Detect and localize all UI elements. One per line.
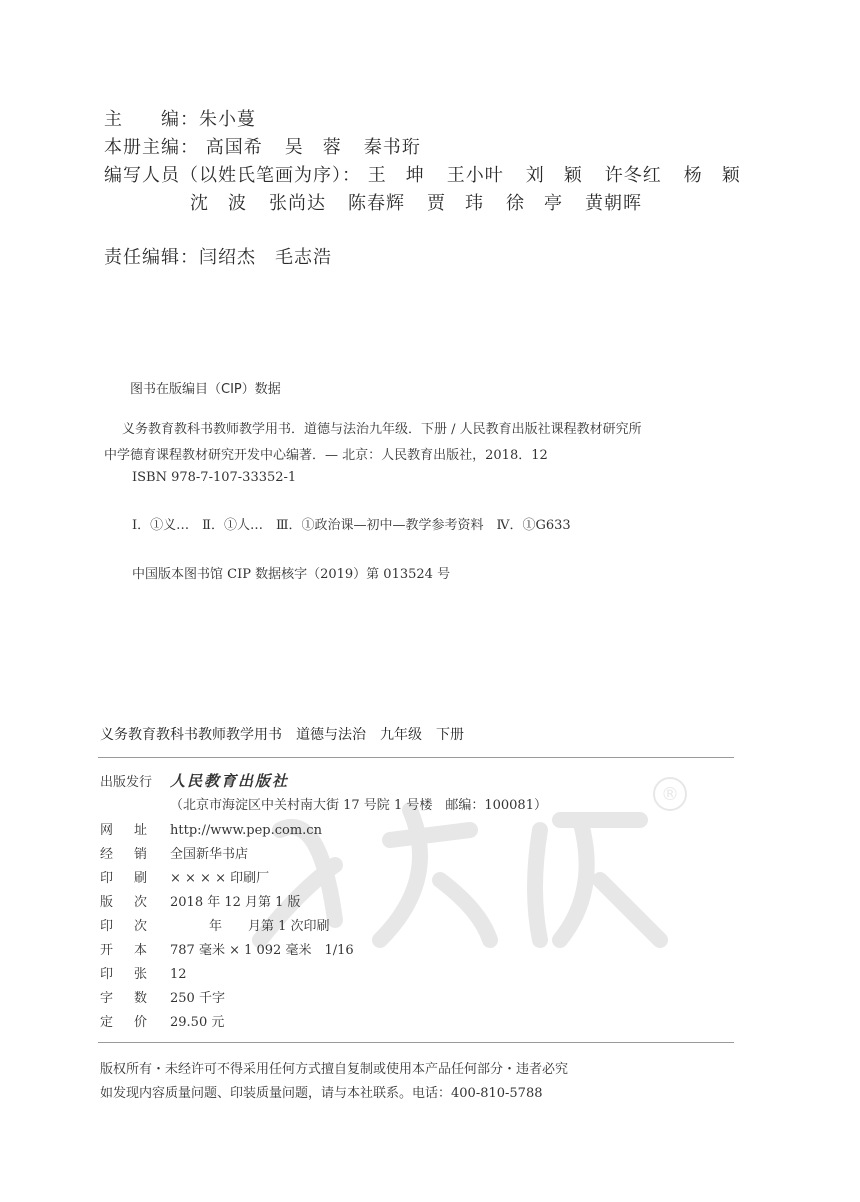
- cip-line-2: 中学德育课程教材研究开发中心编著．— 北京：人民教育出版社，2018．12: [104, 448, 548, 463]
- series-title-part: 下册: [436, 727, 464, 743]
- chief-editor-label: 主 编：: [104, 109, 199, 130]
- price-value: 29.50 元: [170, 1015, 225, 1030]
- cip-heading: 图书在版编目（CIP）数据: [130, 382, 281, 397]
- writer: 贾 玮: [427, 193, 484, 214]
- writer: 许冬红: [604, 165, 662, 186]
- info-row-price: 定 价 29.50 元: [100, 1015, 225, 1030]
- writer: 沈 波: [190, 193, 247, 214]
- printing-value: 年 月第 1 次印刷: [170, 919, 330, 934]
- chief-editor-name: 朱小蔓: [199, 109, 256, 130]
- volume-editors-label: 本册主编：: [104, 137, 199, 158]
- writer: 黄朝晖: [585, 193, 642, 214]
- wordcount-value: 250 千字: [170, 991, 225, 1006]
- writers-label: 编写人员（以姓氏笔画为序）：: [104, 165, 361, 186]
- website-value: http://www.pep.com.cn: [170, 823, 322, 838]
- chief-editor-line: [104, 106, 256, 134]
- writer: 徐 亭: [506, 193, 563, 214]
- publisher-row: [100, 770, 289, 794]
- writer: 刘 颖: [525, 165, 583, 186]
- printer-value: × × × × 印刷厂: [170, 871, 270, 886]
- writer: 张尚达: [269, 193, 326, 214]
- volume-editors-line: [104, 134, 443, 162]
- writer: 王小叶: [446, 165, 504, 186]
- responsible-editors-label: 责任编辑：: [104, 247, 199, 268]
- divider-top: [98, 757, 734, 758]
- series-title-part: 九年级: [380, 727, 422, 743]
- quality-contact: 如发现内容质量问题、印装质量问题，请与本社联系。电话：400-810-5788: [100, 1086, 543, 1101]
- publisher-logo: 人民教育出版社: [170, 772, 290, 790]
- writer: 王 坤: [367, 165, 425, 186]
- info-row-edition: 版 次 2018 年 12 月第 1 版: [100, 895, 301, 910]
- info-row-format: 开 本 787 毫米 × 1 092 毫米 1/16: [100, 943, 354, 958]
- info-row-website: 网 址 http://www.pep.com.cn: [100, 823, 322, 838]
- writers-line-1: [104, 162, 763, 190]
- sheets-value: 12: [170, 967, 187, 982]
- divider-bottom: [98, 1042, 734, 1043]
- series-title: [100, 724, 478, 744]
- series-title-part: 义务教育教科书教师教学用书: [100, 727, 282, 743]
- info-row-printer: 印 刷 × × × × 印刷厂: [100, 871, 270, 886]
- info-row-printing: 印 次 年 月第 1 次印刷: [100, 919, 330, 934]
- copyright-notice: 版权所有・未经许可不得采用任何方式擅自复制或使用本产品任何部分・违者必究: [100, 1062, 569, 1077]
- series-title-part: 道德与法治: [296, 727, 366, 743]
- volume-editor: 吴 蓉: [284, 137, 342, 158]
- responsible-editors-names: 闫绍杰 毛志浩: [199, 247, 332, 268]
- writer: 陈春辉: [348, 193, 405, 214]
- volume-editor: 高国希: [205, 137, 263, 158]
- responsible-editors-line: [104, 244, 332, 272]
- info-row-wordcount: 字 数 250 千字: [100, 991, 225, 1006]
- publisher-address: （北京市海淀区中关村南大街 17 号院 1 号楼 邮编：100081）: [170, 798, 547, 813]
- writers-line-2: [190, 190, 664, 218]
- cip-classification: Ⅰ．①义… Ⅱ．①人… Ⅲ．①政治课—初中—教学参考资料 Ⅳ．①G633: [132, 518, 571, 533]
- publisher-label: 出版发行: [100, 775, 153, 790]
- info-row-sheets: 印 张 12: [100, 967, 187, 982]
- distributor-value: 全国新华书店: [170, 847, 249, 862]
- cip-isbn: ISBN 978-7-107-33352-1: [132, 470, 297, 485]
- cip-line-1: 义务教育教科书教师教学用书．道德与法治九年级．下册 / 人民教育出版社课程教材研究所: [122, 422, 642, 437]
- writer: 杨 颖: [683, 165, 741, 186]
- svg-text:®: ®: [661, 784, 679, 805]
- volume-editor: 秦书珩: [363, 137, 421, 158]
- info-row-distributor: 经 销 全国新华书店: [100, 847, 249, 862]
- format-value: 787 毫米 × 1 092 毫米 1/16: [170, 943, 354, 958]
- cip-number: 中国版本图书馆 CIP 数据核字（2019）第 013524 号: [132, 567, 451, 582]
- edition-value: 2018 年 12 月第 1 版: [170, 895, 301, 910]
